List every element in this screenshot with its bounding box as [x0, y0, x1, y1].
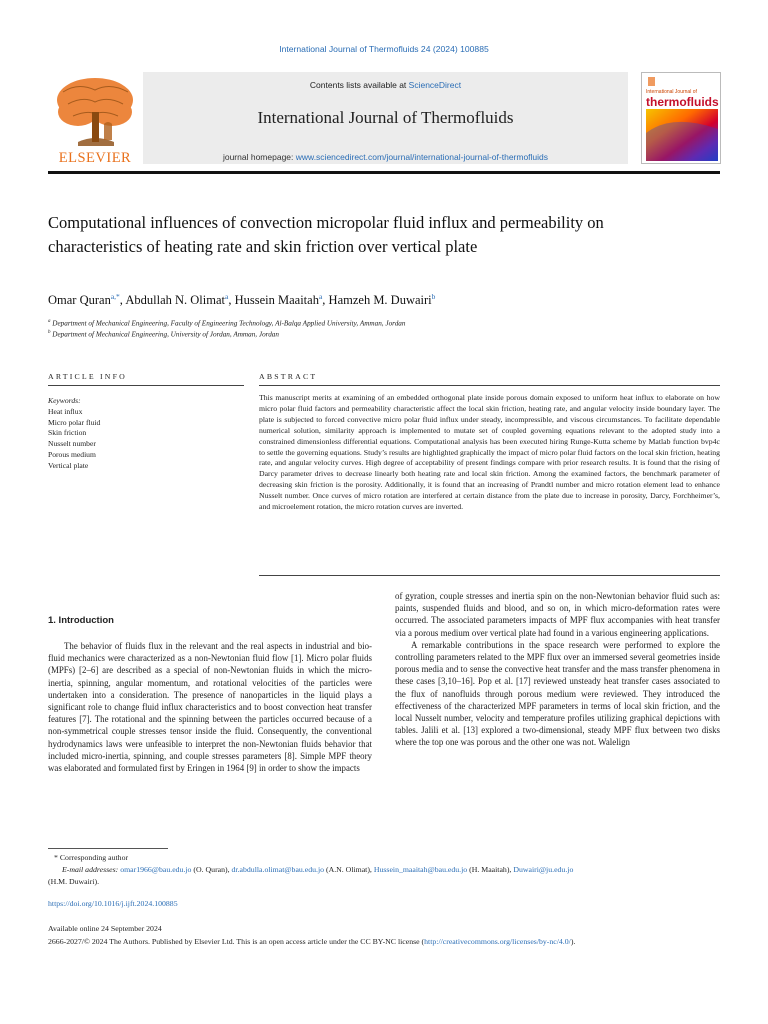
- body-paragraph: A remarkable contributions in the space research were performed to explore the controlling parameters related to the MPF flux over an immersed several geometries inside porous media and to sense the convective heat transfer and the mass transfer phenomena in these cases [3,10–16]. Pop et al. [17] reviewed unsteady heat transfer cases associated to the flux of nanofluids through porous medium were reviewed. They introduced the effectiveness of the characterized MPF parameters in terms of local skin friction, and the local Nusselt number, velocity and temperature profiles utilizing graphical depictions with tables. Jalili et al. [13] explored a two-dimensional, steady MPF flux between two disks where the top one was porous and the other one was not. Walelign: [395, 639, 720, 748]
- elsevier-wordmark: ELSEVIER: [58, 150, 132, 166]
- keyword-item: Porous medium: [48, 449, 96, 459]
- abstract-bottom-divider: [259, 575, 720, 576]
- license-suffix: ).: [570, 937, 576, 946]
- available-online: Available online 24 September 2024: [48, 924, 162, 933]
- keywords-label: Keywords:: [48, 396, 81, 405]
- affiliation-text: Department of Mechanical Engineering, Faculty of Engineering Technology, Al-Balqa Applied University, Amman, Jordan: [52, 319, 406, 328]
- keyword-item: Vertical plate: [48, 460, 89, 470]
- affiliation-text: Department of Mechanical Engineering, University of Jordan, Amman, Jordan: [52, 330, 279, 339]
- author-affil-mark[interactable]: a: [318, 292, 323, 301]
- doi-link[interactable]: https://doi.org/10.1016/j.ijft.2024.100885: [48, 899, 178, 908]
- email-owner: (A.N. Olimat),: [324, 865, 374, 874]
- license-prefix: 2666-2027/© 2024 The Authors. Published by Elsevier Ltd. This is an open access article under the CC BY-NC license (: [48, 937, 425, 946]
- journal-reference[interactable]: International Journal of Thermofluids 24 (2024) 100885: [279, 44, 489, 54]
- affiliation-a: [48, 319, 406, 327]
- keyword-item: Nusselt number: [48, 439, 96, 449]
- header-panel: [143, 72, 628, 164]
- email-owner: (H. Maaitah),: [467, 865, 514, 874]
- body-paragraph: of gyration, couple stresses and inertia spin on the non-Newtonian behavior fluid such as: paints, suspended fluids and blood, and so on, in which micro-deformation rates were occurred. The associated parameters impacts of MPF flux accompanies with heat transfer via a porous medium over vertical plate had found in a various engineering applications.: [395, 591, 720, 638]
- homepage-link[interactable]: www.sciencedirect.com/journal/international-journal-of-thermofluids: [295, 152, 549, 162]
- article-info-divider: [48, 385, 244, 386]
- author-name[interactable]: Hamzeh M. Duwairi: [328, 293, 432, 308]
- journal-header: [48, 72, 628, 168]
- license-link[interactable]: http://creativecommons.org/licenses/by-nc/4.0/: [424, 937, 571, 946]
- section-heading-introduction: 1. Introduction: [48, 615, 114, 626]
- keyword-item: Skin friction: [48, 428, 87, 438]
- cover-art-icon: [642, 73, 721, 164]
- keyword-item: Micro polar fluid: [48, 417, 101, 427]
- article-title: Computational influences of convection micropolar fluid influx and permeability on characteristics of heating rate and skin friction over vertical plate: [48, 213, 604, 256]
- keywords-list: [48, 396, 244, 472]
- sciencedirect-link[interactable]: ScienceDirect: [408, 80, 462, 90]
- journal-name: International Journal of Thermofluids: [257, 108, 514, 127]
- contents-prefix: Contents lists available at: [309, 80, 409, 90]
- article-info-heading: ARTICLE INFO: [48, 372, 127, 381]
- footnotes: [48, 852, 720, 888]
- author-name[interactable]: Hussein Maaitah: [234, 293, 319, 308]
- homepage-label: journal homepage:: [222, 152, 296, 162]
- footnote-divider: [48, 848, 168, 849]
- body-column-left: [48, 640, 372, 774]
- email-link[interactable]: Duwairi@ju.edu.jo: [513, 865, 574, 874]
- corresponding-author-note: * Corresponding author: [54, 853, 129, 862]
- abstract-text: This manuscript merits at examining of an embedded orthogonal plate inside porous domain exposed to uniform heat influx to elaborate on how micro polar fluid factors and permeability characteristic affect the local skin friction, heating rate, and angular velocity inside boundary layer. The plate is subjected to forced convective micro polar fluid influx under steady, incompressible, and viscous circumstances. To facilitate dependable numerical solution, similarity approach is implemented to mutate set of coupled governing equations relevant to the adopted study into a constrained dimensionless differential equations. Computational analysis has been executed hiring Runge-Kutta scheme by Matlab function bvp4c to settle the governing equations. Study’s results are highlighted graphically the impact of micro polar fluid factors on the local skin friction, heating rate, and angular velocity curves. High degree of acceptability of present findings compare with prior research results. It is found that the rising of Darcy parameter drives to decrease linearly both heating rate and local skin friction. Among the examined factors, the benchmark parameter of decreasing skin friction is the porosity. Additionally, it is found that an increasing of Prandtl number and micro rotation element lead to enhance Nusselt number. Once curves of micro rotation are interfered at certain distance from the plate due to increase in porosity, Darcy, Forchheimer’s, and microelement rotation, the micro rotation curves are inverted.: [259, 393, 720, 512]
- elsevier-logo[interactable]: [48, 72, 142, 168]
- author-affil-mark[interactable]: a: [225, 292, 229, 301]
- email-owner: (O. Quran),: [191, 865, 232, 874]
- header-divider: [48, 171, 720, 174]
- homepage-line: [143, 152, 628, 162]
- author-affil-mark[interactable]: b: [431, 292, 436, 301]
- cover-title: thermofluids: [646, 95, 719, 109]
- cover-subtitle: International Journal of: [646, 89, 697, 95]
- body-paragraph: The behavior of fluids flux in the relevant and the real aspects in industrial and bio-fluid mechanics were characterized as a non-Newtonian fluid flow [1]. Micro polar fluids (MPFs) [2–6] are described as a special of non-Newtonian fluids in which the micro-inertia, spinning, angular momentum, and rotational velocities of the particles were undertaken into a consideration. The presence of nanoparticles in the liquid plays a significant role to change fluid influx characteristics and to boost convection heat transfer features [7]. The rotational and the spinning between the particles occurred because of a non-symmetrical couple stresses tensor inside the fluid. Consequently, the conventional hydrodynamics laws were unfeasible to interpret the non-Newtonian fluids behavior that included micro-inertia, spinning, and couple stresses parameters [8]. Simple MPF theory was elaborated and formulated first by Eringen in 1964 [9] in order to show the impacts: [48, 641, 372, 774]
- email-addresses: [48, 864, 720, 876]
- email-link[interactable]: Hussein_maaitah@bau.edu.jo: [373, 865, 468, 874]
- author-affil-mark[interactable]: a,*: [110, 292, 120, 301]
- contents-line: [143, 80, 628, 90]
- author-list: Omar Quran$^{a,*}$, Abdullah N. Olimat$^a$, Hussein Maaitah$^a$, Hamzeh M. Duwairi$^b$: [48, 292, 436, 308]
- abstract-divider: [259, 385, 720, 386]
- email-label: E-mail addresses:: [62, 865, 121, 874]
- author-name[interactable]: Omar Quran: [48, 293, 111, 308]
- keyword-item: Heat influx: [48, 406, 83, 416]
- journal-cover[interactable]: [641, 72, 721, 164]
- affil-mark: a: [48, 319, 51, 324]
- body-column-right: [395, 590, 720, 749]
- abstract-heading: ABSTRACT: [259, 372, 318, 381]
- affil-mark: b: [48, 330, 51, 335]
- email-link[interactable]: omar1966@bau.edu.jo: [120, 865, 192, 874]
- affiliation-b: [48, 330, 279, 338]
- license-note: [48, 936, 720, 948]
- email-link[interactable]: dr.abdulla.olimat@bau.edu.jo: [231, 865, 325, 874]
- email-owner-last: (H.M. Duwairi).: [48, 877, 100, 886]
- author-name[interactable]: Abdullah N. Olimat: [125, 293, 225, 308]
